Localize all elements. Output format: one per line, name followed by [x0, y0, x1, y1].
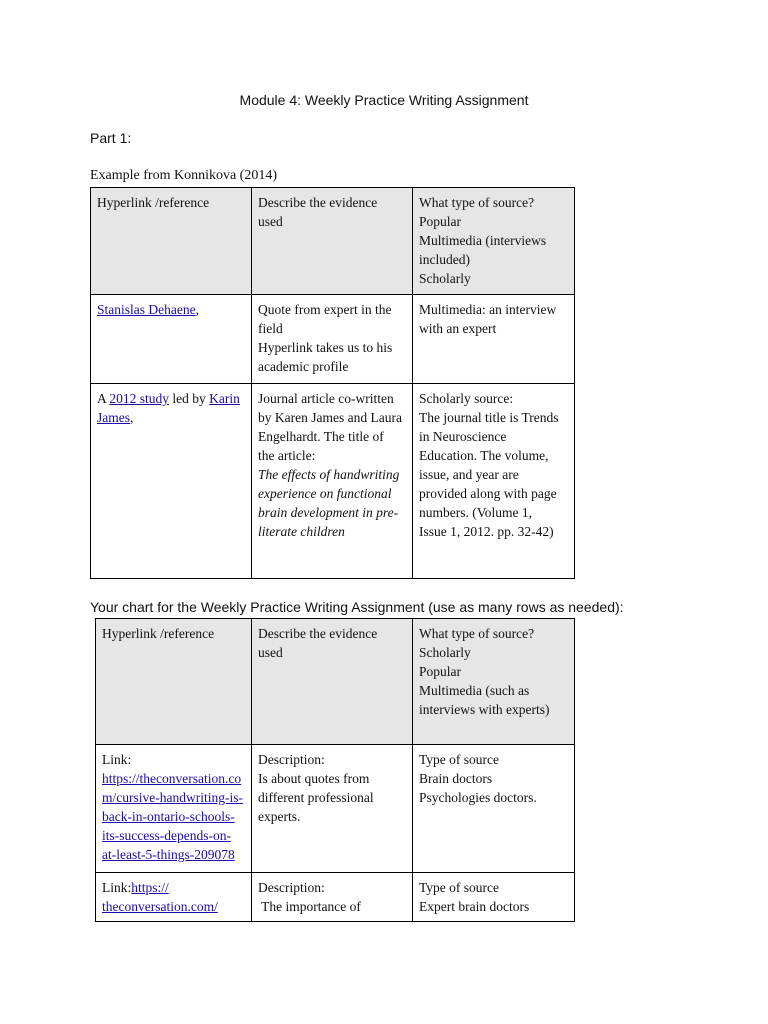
table-header-row — [96, 619, 575, 745]
evidence-cell — [252, 384, 413, 579]
url-link[interactable]: its-success-depends-on- — [102, 828, 231, 843]
evidence-text: the article: — [258, 448, 316, 463]
evidence-text: Engelhardt. The title of — [258, 429, 384, 444]
header-text: used — [258, 645, 283, 660]
source-text: provided along with page — [419, 486, 557, 501]
header-text: Describe the evidence — [258, 195, 378, 210]
header-cell-source-type — [413, 188, 575, 295]
url-link[interactable]: m/cursive-handwriting-is- — [102, 790, 243, 805]
link-label: Link: — [102, 752, 132, 767]
evidence-text: academic profile — [258, 359, 349, 374]
source-text: Psychologies doctors. — [419, 790, 537, 805]
reference-cell — [96, 745, 252, 873]
reference-link[interactable]: 2012 study — [109, 391, 170, 406]
source-text: Expert brain doctors — [419, 899, 530, 914]
reference-text: led by — [169, 391, 210, 406]
header-text: Popular — [419, 214, 461, 229]
evidence-text: The importance of — [258, 899, 361, 914]
example-table — [90, 187, 575, 579]
url-link[interactable]: https://theconversation.co — [102, 771, 242, 786]
source-type-cell — [413, 295, 575, 384]
punctuation: , — [130, 410, 134, 425]
article-title-text: The effects of handwriting — [258, 467, 400, 482]
reference-link[interactable]: Karin James — [97, 391, 240, 425]
evidence-text: field — [258, 321, 283, 336]
source-text: numbers. (Volume 1, — [419, 505, 532, 520]
table-header-row — [91, 188, 575, 295]
evidence-text: Description: — [258, 880, 325, 895]
header-text: used — [258, 214, 283, 229]
header-text: Multimedia (interviews — [419, 233, 547, 248]
article-title-text: brain development in pre- — [258, 505, 399, 520]
reference-cell — [91, 384, 252, 579]
header-cell-source-type — [413, 619, 575, 745]
source-text: Brain doctors — [419, 771, 493, 786]
url-link[interactable]: theconversation.com/ — [102, 899, 218, 914]
header-cell-evidence — [252, 188, 413, 295]
header-text: included) — [419, 252, 470, 267]
header-text: Popular — [419, 664, 461, 679]
header-text: Multimedia (such as — [419, 683, 530, 698]
table-row — [96, 873, 575, 922]
article-title-text: experience on functional — [258, 486, 392, 501]
evidence-text: Hyperlink takes us to his — [258, 340, 393, 355]
page-title: Module 4: Weekly Practice Writing Assignment — [239, 92, 529, 108]
chart-caption: Your chart for the Weekly Practice Writing Assignment (use as many rows as needed): — [90, 599, 624, 615]
evidence-cell — [252, 295, 413, 384]
source-text: Scholarly source: — [419, 391, 514, 406]
evidence-text: by Karen James and Laura — [258, 410, 402, 425]
source-text: Issue 1, 2012. pp. 32-42) — [419, 524, 554, 539]
reference-cell — [91, 295, 252, 384]
source-text: Type of source — [419, 880, 500, 895]
table-row — [91, 384, 575, 579]
source-text: Multimedia: an interview — [419, 302, 557, 317]
evidence-text: different professional — [258, 790, 374, 805]
article-title-text: literate children — [258, 524, 345, 539]
evidence-text: Journal article co-written — [258, 391, 394, 406]
evidence-text: Quote from expert in the — [258, 302, 392, 317]
source-text: The journal title is Trends — [419, 410, 559, 425]
header-text: interviews with experts) — [419, 702, 550, 717]
header-cell-evidence — [252, 619, 413, 745]
evidence-text: Is about quotes from — [258, 771, 370, 786]
header-cell-reference — [96, 619, 252, 745]
your-chart-table — [95, 618, 575, 922]
source-text: issue, and year are — [419, 467, 519, 482]
header-cell-reference — [91, 188, 252, 295]
header-text: Describe the evidence — [258, 626, 378, 641]
example-caption: Example from Konnikova (2014) — [90, 168, 278, 183]
header-text: What type of source? — [419, 626, 535, 641]
part-label: Part 1: — [90, 130, 132, 146]
url-link[interactable]: back-in-ontario-schools- — [102, 809, 235, 824]
reference-text: A — [97, 391, 110, 406]
table-row — [96, 745, 575, 873]
evidence-text: Description: — [258, 752, 325, 767]
evidence-text: experts. — [258, 809, 301, 824]
source-type-cell — [413, 873, 575, 922]
table-row — [91, 295, 575, 384]
header-text: Hyperlink /reference — [97, 195, 210, 210]
url-link[interactable]: https:// — [131, 880, 169, 895]
link-label: Link: — [102, 880, 132, 895]
source-text: with an expert — [419, 321, 497, 336]
evidence-cell — [252, 745, 413, 873]
url-link[interactable]: at-least-5-things-209078 — [102, 847, 235, 862]
header-text: Scholarly — [419, 271, 471, 286]
punctuation: , — [195, 302, 199, 317]
evidence-cell — [252, 873, 413, 922]
source-text: Education. The volume, — [419, 448, 549, 463]
reference-link[interactable]: Stanislas Dehaene — [97, 302, 196, 317]
source-text: Type of source — [419, 752, 500, 767]
source-text: in Neuroscience — [419, 429, 507, 444]
reference-cell — [96, 873, 252, 922]
header-text: Hyperlink /reference — [102, 626, 215, 641]
header-text: What type of source? — [419, 195, 535, 210]
source-type-cell — [413, 384, 575, 579]
header-text: Scholarly — [419, 645, 471, 660]
source-type-cell — [413, 745, 575, 873]
